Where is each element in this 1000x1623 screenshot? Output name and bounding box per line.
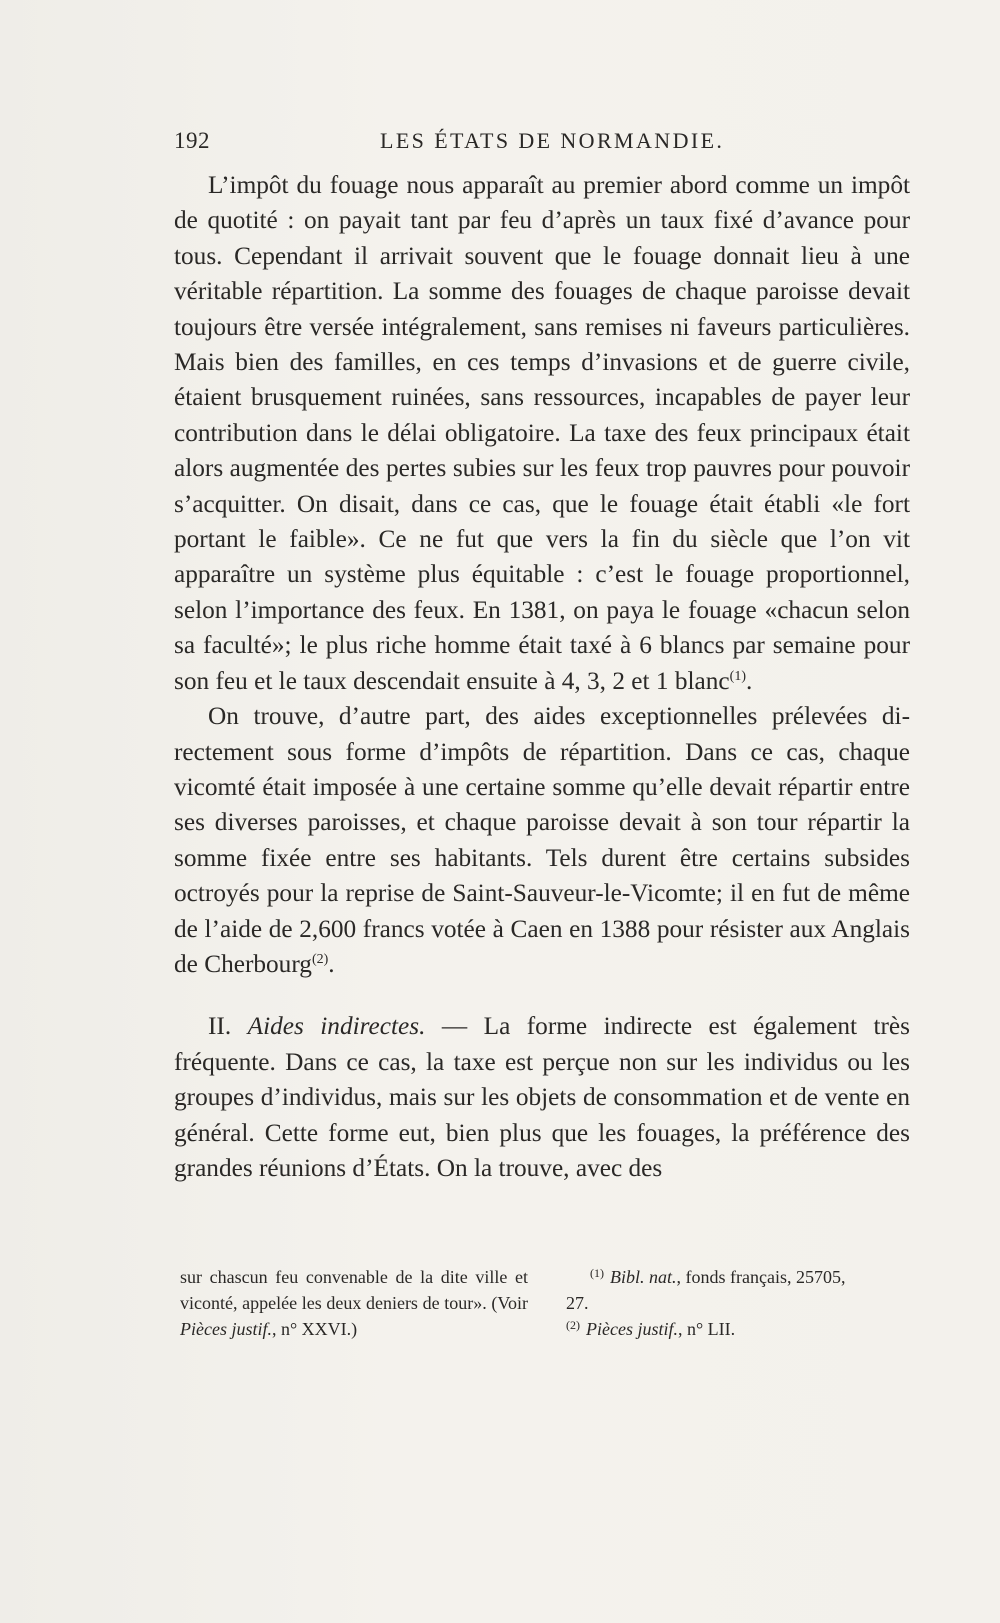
body-text <box>174 168 910 1186</box>
footnote-1 <box>566 1264 924 1290</box>
paragraph-end: . <box>328 949 335 978</box>
paragraph-text: On trouve, d’autre part, des aides exceptionnelles prélevées directement sous forme d’impôts de répartition. Dans ce cas, chaque vicomté était imposée à une certaine somme qu’elle devait répartir entre ses diverses paroisses, et chaque paroisse devait à son tour répartir la somme fixée entre ses habitants. Tels durent être certains subsides octroyés pour la reprise de Saint-Sauveur-le-Vicomte; il en fut de même de l’aide de 2,600 francs votée à Caen en 1388 pour résister aux Anglais de Cherbourg <box>174 702 910 978</box>
paragraph-end: . <box>745 666 753 695</box>
footnote-continued <box>180 1264 528 1342</box>
footnote-text: sur chascun feu convenable de la dite ville et viconté, appelée les deux deniers de tour». (Voir <box>180 1267 528 1313</box>
footnote-mark: (1) <box>590 1266 604 1280</box>
footnote-mark: (2) <box>566 1318 580 1332</box>
footnote-source: Pièces justif. <box>586 1319 678 1339</box>
page-number: 192 <box>174 128 210 153</box>
section-heading: Aides indirectes. <box>247 1012 426 1041</box>
running-head <box>174 128 910 168</box>
footnote-ref-2[interactable]: (2) <box>311 951 329 967</box>
running-title: LES ÉTATS DE NORMANDIE. <box>380 128 725 153</box>
paragraph-fouage <box>174 168 910 699</box>
footnote-italic: Pièces justif. <box>180 1319 272 1339</box>
footnote-ref-1[interactable]: (1) <box>729 668 746 684</box>
paragraph-aides-exceptionnelles <box>174 699 910 982</box>
footnote-1-continued: 27. <box>566 1293 589 1313</box>
footnote-2 <box>566 1316 924 1342</box>
footnote-list <box>566 1264 924 1342</box>
paragraph-text: — La forme indirecte est également très fréquente. Dans ce cas, la taxe est perçue non sur les individus ou les groupes d’individus, mais sur les objets de consommation et de vente en général. Cette forme eut, bien plus que les fouages, la préférence des grandes réunions d’États. On la trouve, avec des <box>174 1012 910 1182</box>
footnote-source: Bibl. nat. <box>610 1267 677 1287</box>
footnote-text: , fonds français, 25705, <box>676 1267 846 1287</box>
paragraph-text: L’impôt du fouage nous apparaît au premier abord comme un impôt de quotité : on payait tant par feu d’après un taux fixé d’avance pour tous. Cependant il arrivait souvent que le fouage donnait lieu à une véritable répartition. La somme des fouages de chaque paroisse devait toujours être versée intégralement, sans remises ni faveurs particulières. Mais bien des familles, en ces temps d’invasions et de guerre civile, étaient brusquement ruinées, sans ressources, incapables de payer leur contribution dans le délai obligatoire. La taxe des feux principaux était alors augmentée des pertes subies sur les feux trop pauvres pour pouvoir s’acquitter. On disait, dans ce cas, que le fouage était établi «le fort portant le faible». Ce ne fut que vers la fin du siècle que l’on vit apparaître un système plus équitable : c’est le fouage proportionnel, selon l’importance des feux. En 1381, on paya le fouage «chacun selon sa faculté»; le plus riche homme était taxé à 6 blancs par semaine pour son feu et le taux descendait ensuite à 4, 3, 2 et 1 blanc <box>174 171 910 695</box>
footnote-text-end: , n° XXVI.) <box>271 1319 358 1339</box>
footnote-text: , n° LII. <box>677 1319 736 1339</box>
section-number: II. <box>208 1012 248 1041</box>
paragraph-aides-indirectes <box>174 1009 910 1186</box>
